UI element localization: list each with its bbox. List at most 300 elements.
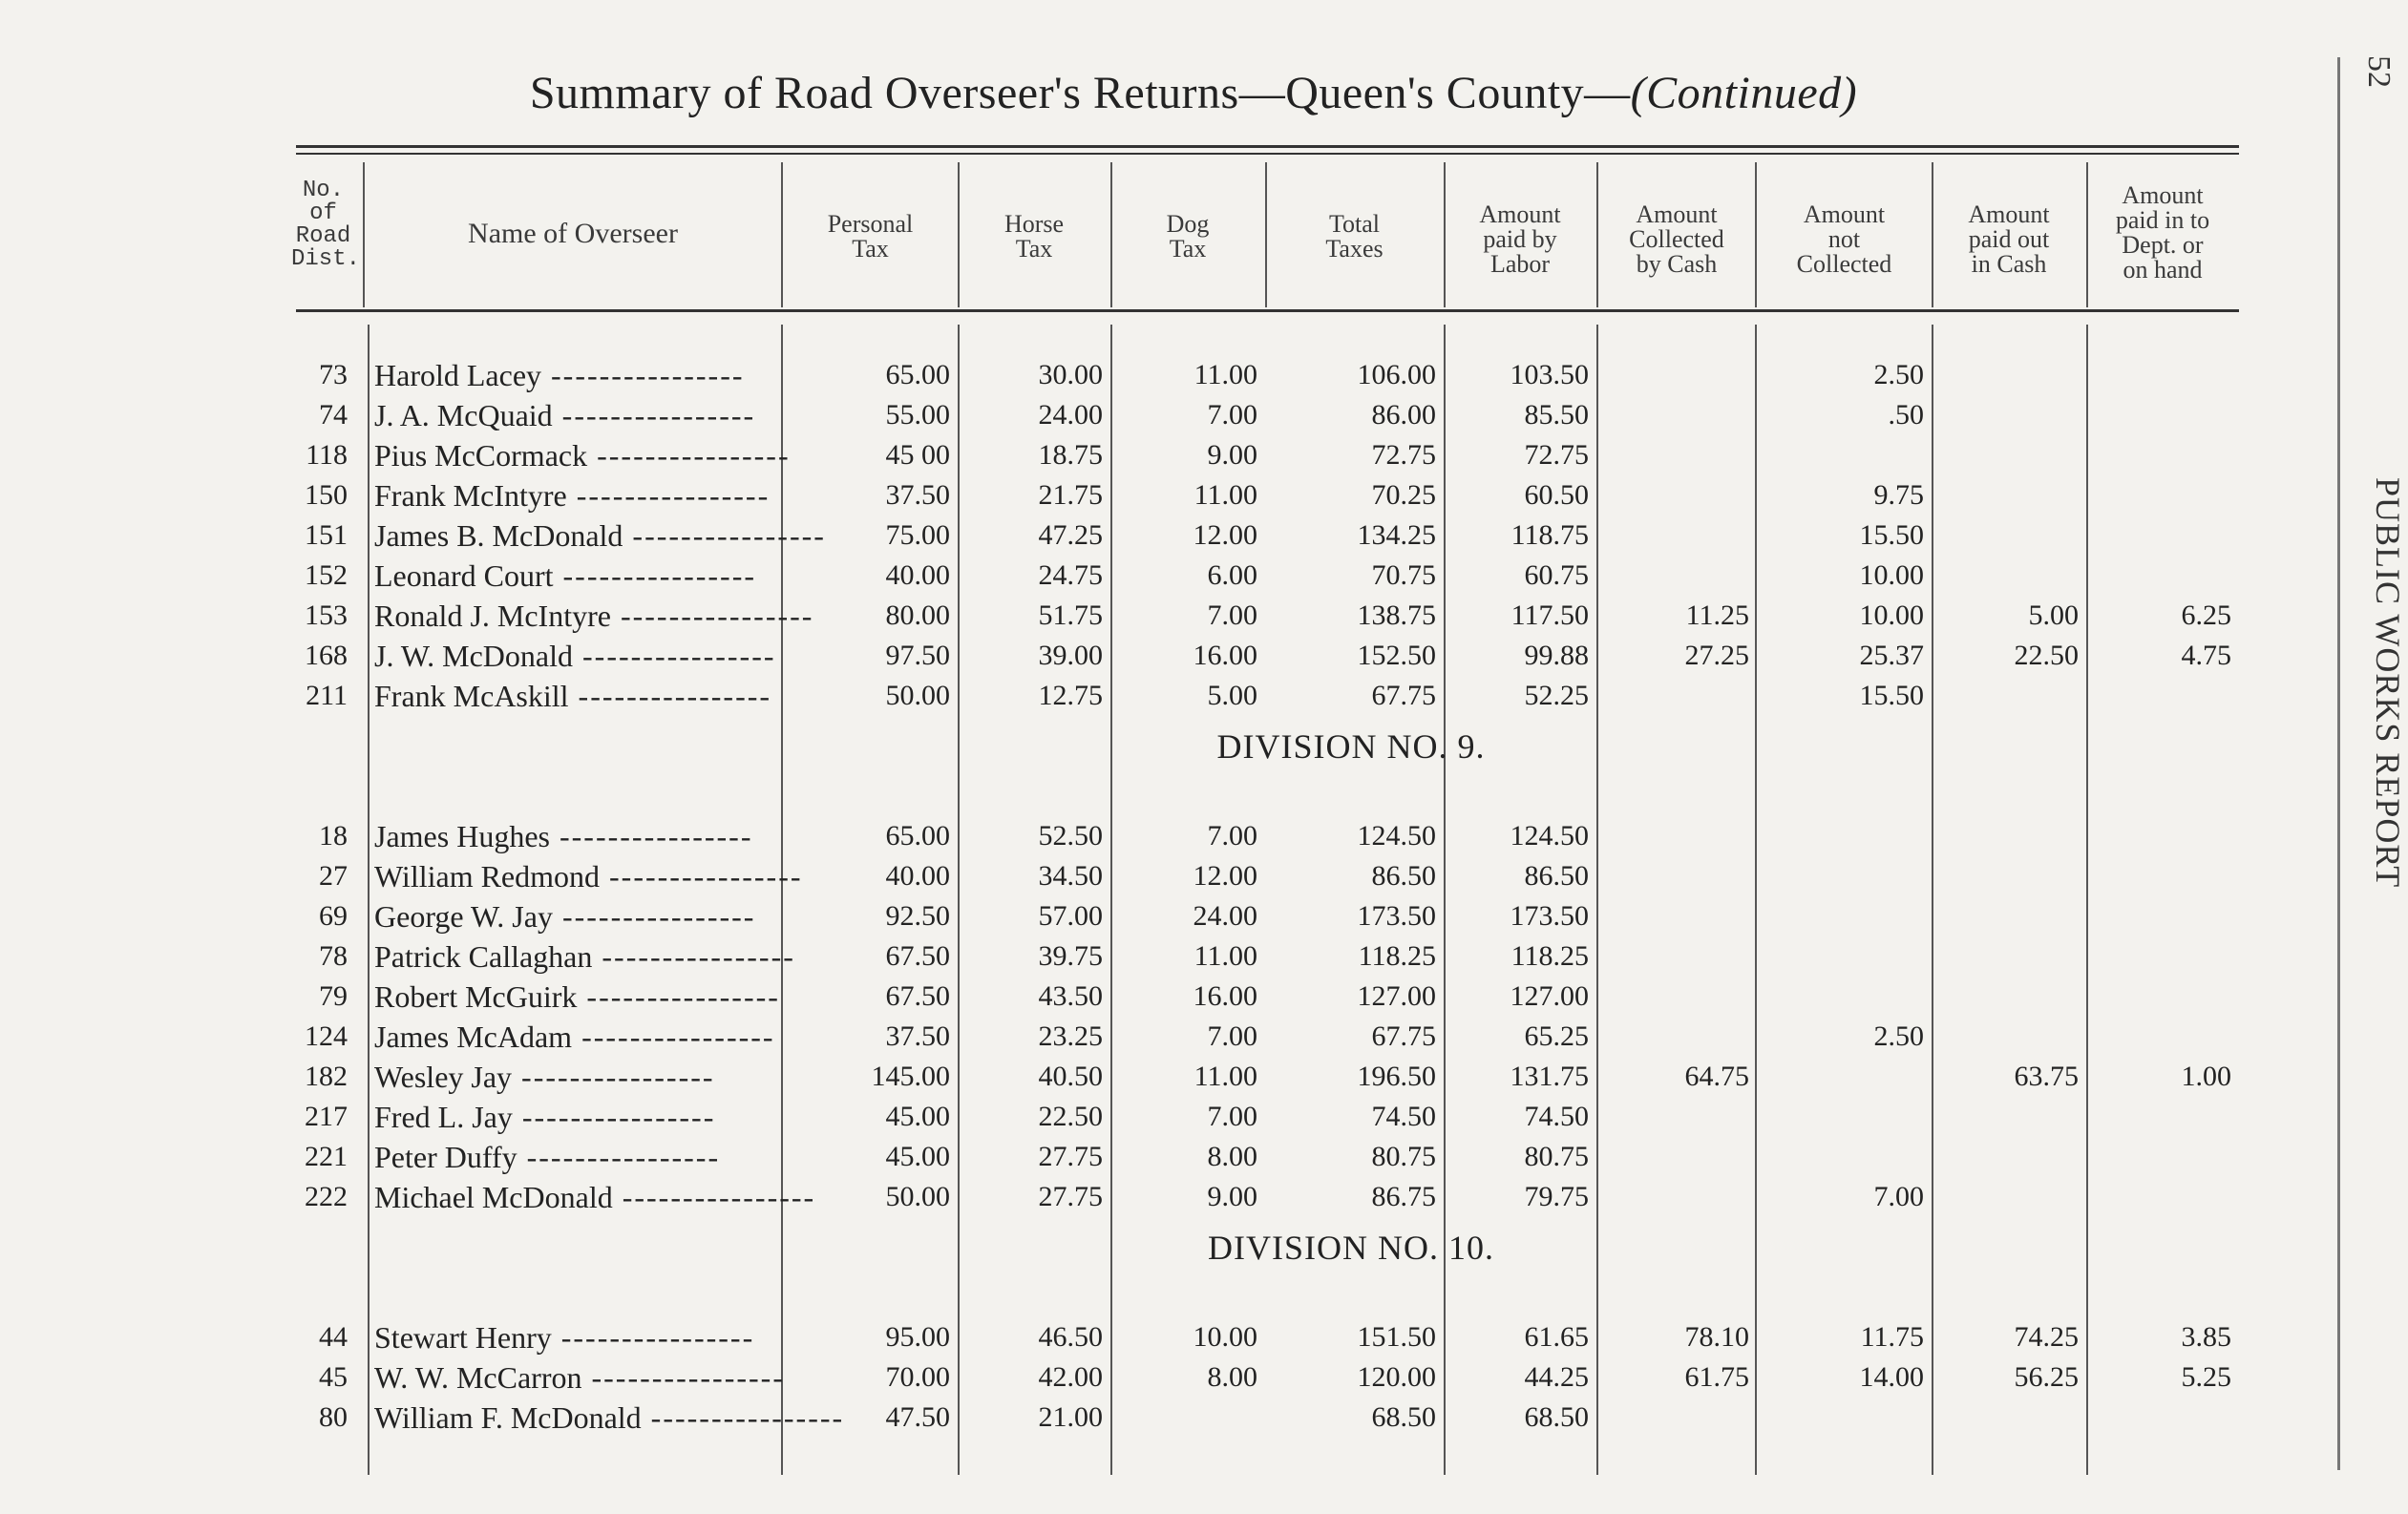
header-dept-line: on hand bbox=[2123, 256, 2203, 284]
cell-total: 196.50 bbox=[1357, 1061, 1436, 1092]
cell-dist: 80 bbox=[319, 1401, 348, 1433]
overseer-name: Frank McAskill bbox=[374, 679, 569, 713]
cell-paidout bbox=[1932, 937, 2079, 976]
cell-personal: 55.00 bbox=[885, 399, 950, 431]
cell-notcoll bbox=[1757, 1058, 1924, 1096]
overseer-name: Fred L. Jay bbox=[374, 1100, 513, 1134]
cell-dept bbox=[2086, 937, 2231, 976]
cell-name bbox=[374, 1018, 775, 1056]
cell-total: 106.00 bbox=[1357, 359, 1436, 390]
dot-leader: ---------------- bbox=[572, 1020, 775, 1054]
cell-labor: 60.50 bbox=[1524, 479, 1589, 511]
cell-dist: 73 bbox=[319, 359, 348, 390]
cell-name bbox=[374, 857, 803, 895]
overseer-name: Patrick Callaghan bbox=[374, 939, 593, 974]
cell-notcoll: 25.37 bbox=[1859, 640, 1924, 671]
cell-dog: 8.00 bbox=[1207, 1141, 1257, 1172]
header-divider bbox=[1932, 162, 1933, 307]
cell-dept bbox=[2086, 978, 2231, 1016]
cell-dog: 24.00 bbox=[1193, 900, 1257, 932]
page-title bbox=[286, 67, 2101, 119]
cell-notcoll: 15.50 bbox=[1859, 519, 1924, 551]
cell-paidout: 56.25 bbox=[2014, 1361, 2079, 1393]
cell-dept bbox=[2086, 1398, 2231, 1437]
cell-personal: 40.00 bbox=[885, 860, 950, 892]
cell-labor: 124.50 bbox=[1510, 820, 1589, 852]
cell-cash bbox=[1596, 356, 1749, 394]
dot-leader: ---------------- bbox=[592, 939, 795, 974]
cell-total: 134.25 bbox=[1357, 519, 1436, 551]
cell-labor: 173.50 bbox=[1510, 900, 1589, 932]
cell-dog: 7.00 bbox=[1207, 820, 1257, 852]
cell-paidout bbox=[1932, 1138, 2079, 1176]
dot-leader: ---------------- bbox=[552, 899, 756, 934]
cell-name bbox=[374, 1178, 816, 1216]
header-divider bbox=[363, 162, 365, 307]
cell-cash bbox=[1596, 1178, 1749, 1216]
cell-cash: 64.75 bbox=[1684, 1061, 1749, 1092]
cell-dist: 151 bbox=[305, 519, 348, 551]
dot-leader: ---------------- bbox=[541, 358, 745, 392]
cell-cash: 61.75 bbox=[1684, 1361, 1749, 1393]
cell-paidout bbox=[1932, 476, 2079, 515]
dot-leader: ---------------- bbox=[517, 1140, 721, 1174]
cell-dog: 12.00 bbox=[1193, 519, 1257, 551]
cell-dog: 12.00 bbox=[1193, 860, 1257, 892]
cell-dog: 11.00 bbox=[1193, 940, 1257, 972]
page-number: 52 bbox=[2361, 55, 2397, 88]
cell-dept: 1.00 bbox=[2181, 1061, 2231, 1092]
cell-cash: 27.25 bbox=[1684, 640, 1749, 671]
header-cash-line: Amount bbox=[1636, 200, 1718, 228]
cell-dog: 11.00 bbox=[1193, 359, 1257, 390]
cell-total: 70.25 bbox=[1371, 479, 1436, 511]
cell-dept bbox=[2086, 396, 2231, 434]
cell-labor: 103.50 bbox=[1510, 359, 1589, 390]
header-dist-line: Road bbox=[295, 223, 351, 249]
cell-notcoll: 2.50 bbox=[1873, 1020, 1924, 1052]
cell-labor: 80.75 bbox=[1524, 1141, 1589, 1172]
cell-cash bbox=[1596, 516, 1749, 555]
cell-cash bbox=[1596, 978, 1749, 1016]
header-paidout-line: Amount bbox=[1968, 200, 2050, 228]
cell-paidout bbox=[1932, 857, 2079, 895]
top-rule bbox=[296, 145, 2239, 148]
header-paidout bbox=[1932, 202, 2086, 277]
cell-personal: 65.00 bbox=[885, 820, 950, 852]
cell-dist: 18 bbox=[319, 820, 348, 852]
cell-dist: 150 bbox=[305, 479, 348, 511]
cell-labor: 131.75 bbox=[1510, 1061, 1589, 1092]
cell-paidout bbox=[1932, 1098, 2079, 1136]
cell-name bbox=[374, 937, 795, 976]
cell-paidout bbox=[1932, 436, 2079, 474]
cell-paidout bbox=[1932, 817, 2079, 855]
cell-dog: 7.00 bbox=[1207, 1020, 1257, 1052]
cell-cash bbox=[1596, 677, 1749, 715]
cell-notcoll: 9.75 bbox=[1873, 479, 1924, 511]
cell-total: 80.75 bbox=[1371, 1141, 1436, 1172]
cell-horse: 24.00 bbox=[1038, 399, 1103, 431]
header-divider bbox=[2086, 162, 2088, 307]
cell-personal: 37.50 bbox=[885, 1020, 950, 1052]
cell-dept bbox=[2086, 1098, 2231, 1136]
cell-personal: 45.00 bbox=[885, 1101, 950, 1132]
dot-leader: ---------------- bbox=[552, 398, 756, 432]
cell-notcoll bbox=[1757, 857, 1924, 895]
overseer-name: J. A. McQuaid bbox=[374, 398, 553, 432]
cell-total: 173.50 bbox=[1357, 900, 1436, 932]
cell-dist: 27 bbox=[319, 860, 348, 892]
cell-dept bbox=[2086, 557, 2231, 595]
cell-dog: 16.00 bbox=[1193, 640, 1257, 671]
cell-personal: 65.00 bbox=[885, 359, 950, 390]
cell-total: 86.75 bbox=[1371, 1181, 1436, 1212]
cell-paidout bbox=[1932, 897, 2079, 936]
dot-leader: ---------------- bbox=[549, 819, 753, 853]
cell-cash bbox=[1596, 396, 1749, 434]
cell-dist: 74 bbox=[319, 399, 348, 431]
cell-dist: 222 bbox=[305, 1181, 348, 1212]
header-cash-line: by Cash bbox=[1636, 250, 1718, 278]
cell-dist: 217 bbox=[305, 1101, 348, 1132]
cell-horse: 39.75 bbox=[1038, 940, 1103, 972]
cell-personal: 45.00 bbox=[885, 1141, 950, 1172]
cell-total: 74.50 bbox=[1371, 1101, 1436, 1132]
cell-dog: 7.00 bbox=[1207, 599, 1257, 631]
running-head: PUBLIC WORKS REPORT bbox=[2369, 477, 2407, 889]
cell-labor: 74.50 bbox=[1524, 1101, 1589, 1132]
cell-cash bbox=[1596, 857, 1749, 895]
dot-leader: ---------------- bbox=[612, 1180, 816, 1214]
cell-notcoll: 10.00 bbox=[1859, 559, 1924, 591]
cell-dist: 124 bbox=[305, 1020, 348, 1052]
title-continued: (Continued) bbox=[1630, 68, 1858, 118]
header-paidout-line: in Cash bbox=[1971, 250, 2047, 278]
cell-personal: 92.50 bbox=[885, 900, 950, 932]
dot-leader: ---------------- bbox=[587, 438, 791, 473]
cell-name bbox=[374, 1098, 771, 1136]
cell-horse: 43.50 bbox=[1038, 980, 1103, 1012]
cell-notcoll bbox=[1757, 978, 1924, 1016]
overseer-name: William Redmond bbox=[374, 859, 601, 894]
overseer-name: Leonard Court bbox=[374, 558, 554, 593]
cell-cash bbox=[1596, 817, 1749, 855]
cell-name bbox=[374, 1398, 845, 1437]
overseer-name: Stewart Henry bbox=[374, 1320, 552, 1355]
cell-notcoll bbox=[1757, 937, 1924, 976]
cell-dist: 152 bbox=[305, 559, 348, 591]
cell-personal: 37.50 bbox=[885, 479, 950, 511]
cell-personal: 45 00 bbox=[885, 439, 950, 471]
header-labor-line: Amount bbox=[1479, 200, 1561, 228]
cell-dist: 118 bbox=[306, 439, 348, 471]
cell-cash bbox=[1596, 1398, 1749, 1437]
cell-personal: 75.00 bbox=[885, 519, 950, 551]
header-dept-line: Amount bbox=[2122, 181, 2204, 209]
cell-total: 151.50 bbox=[1357, 1321, 1436, 1353]
header-notcoll-line: not bbox=[1827, 225, 1861, 253]
header-divider bbox=[1265, 162, 1267, 307]
cell-dept: 6.25 bbox=[2181, 599, 2231, 631]
header-divider bbox=[1755, 162, 1757, 307]
header-bottom-rule bbox=[296, 309, 2239, 312]
cell-horse: 22.50 bbox=[1038, 1101, 1103, 1132]
cell-dept bbox=[2086, 817, 2231, 855]
cell-dog: 8.00 bbox=[1207, 1361, 1257, 1393]
dot-leader: ---------------- bbox=[568, 679, 772, 713]
overseer-name: Wesley Jay bbox=[374, 1060, 513, 1094]
cell-labor: 118.75 bbox=[1510, 519, 1589, 551]
cell-name bbox=[374, 1058, 771, 1096]
header-cash bbox=[1596, 202, 1757, 277]
cell-name bbox=[374, 817, 771, 855]
cell-dept bbox=[2086, 476, 2231, 515]
header-name bbox=[374, 218, 771, 249]
cell-dept bbox=[2086, 677, 2231, 715]
cell-personal: 50.00 bbox=[885, 680, 950, 711]
cell-dog: 11.00 bbox=[1193, 479, 1257, 511]
cell-dist: 44 bbox=[319, 1321, 348, 1353]
overseer-name: Michael McDonald bbox=[374, 1180, 613, 1214]
cell-name bbox=[374, 356, 771, 394]
cell-personal: 145.00 bbox=[871, 1061, 950, 1092]
header-cash-line: Collected bbox=[1629, 225, 1724, 253]
cell-dist: 168 bbox=[305, 640, 348, 671]
cell-paidout bbox=[1932, 1018, 2079, 1056]
header-notcoll-line: Amount bbox=[1803, 200, 1886, 228]
cell-paidout bbox=[1932, 557, 2079, 595]
cell-total: 72.75 bbox=[1371, 439, 1436, 471]
cell-cash: 11.25 bbox=[1685, 599, 1749, 631]
cell-labor: 99.88 bbox=[1524, 640, 1589, 671]
header-dog bbox=[1110, 212, 1265, 262]
cell-notcoll bbox=[1757, 1138, 1924, 1176]
cell-cash bbox=[1596, 897, 1749, 936]
dot-leader: ---------------- bbox=[512, 1100, 716, 1134]
header-notcoll bbox=[1757, 202, 1932, 277]
cell-name bbox=[374, 516, 826, 555]
cell-paidout bbox=[1932, 1178, 2079, 1216]
overseer-name: Robert McGuirk bbox=[374, 979, 578, 1014]
title-main: Summary of Road Overseer's Returns—Queen's County— bbox=[529, 68, 1631, 118]
cell-total: 118.25 bbox=[1358, 940, 1436, 972]
cell-total: 120.00 bbox=[1357, 1361, 1436, 1393]
cell-notcoll: 11.75 bbox=[1860, 1321, 1924, 1353]
cell-labor: 44.25 bbox=[1524, 1361, 1589, 1393]
header-divider bbox=[1444, 162, 1446, 307]
dot-leader: ---------------- bbox=[641, 1400, 845, 1435]
cell-name bbox=[374, 637, 776, 675]
cell-labor: 61.65 bbox=[1524, 1321, 1589, 1353]
overseer-name: George W. Jay bbox=[374, 899, 553, 934]
cell-notcoll: 7.00 bbox=[1873, 1181, 1924, 1212]
header-horse bbox=[958, 212, 1110, 262]
cell-paidout: 22.50 bbox=[2014, 640, 2079, 671]
dot-leader: ---------------- bbox=[610, 599, 814, 633]
header-dist-line: Dist. bbox=[291, 246, 361, 272]
cell-dist: 182 bbox=[305, 1061, 348, 1092]
cell-horse: 34.50 bbox=[1038, 860, 1103, 892]
cell-personal: 40.00 bbox=[885, 559, 950, 591]
header-dept-line: Dept. or bbox=[2122, 231, 2204, 259]
cell-total: 127.00 bbox=[1357, 980, 1436, 1012]
cell-labor: 79.75 bbox=[1524, 1181, 1589, 1212]
cell-horse: 47.25 bbox=[1038, 519, 1103, 551]
cell-dist: 211 bbox=[306, 680, 348, 711]
cell-horse: 40.50 bbox=[1038, 1061, 1103, 1092]
cell-paidout bbox=[1932, 677, 2079, 715]
cell-horse: 18.75 bbox=[1038, 439, 1103, 471]
cell-total: 67.75 bbox=[1371, 680, 1436, 711]
page-edge-line bbox=[2337, 57, 2340, 1470]
cell-dept bbox=[2086, 1138, 2231, 1176]
cell-total: 86.50 bbox=[1371, 860, 1436, 892]
cell-name bbox=[374, 677, 771, 715]
cell-paidout bbox=[1932, 978, 2079, 1016]
cell-dog: 16.00 bbox=[1193, 980, 1257, 1012]
header-total bbox=[1265, 212, 1444, 262]
cell-name bbox=[374, 1318, 771, 1356]
header-labor bbox=[1444, 202, 1596, 277]
cell-paidout bbox=[1932, 1398, 2079, 1437]
cell-personal: 80.00 bbox=[885, 599, 950, 631]
overseer-name: Peter Duffy bbox=[374, 1140, 518, 1174]
cell-paidout: 5.00 bbox=[2028, 599, 2079, 631]
cell-total: 124.50 bbox=[1357, 820, 1436, 852]
overseer-name: James B. McDonald bbox=[374, 518, 623, 553]
header-divider bbox=[1596, 162, 1598, 307]
cell-dog: 7.00 bbox=[1207, 399, 1257, 431]
cell-name bbox=[374, 1358, 785, 1397]
cell-cash bbox=[1596, 476, 1749, 515]
header-total-line: Total bbox=[1328, 210, 1381, 238]
cell-dist: 69 bbox=[319, 900, 348, 932]
cell-paidout: 63.75 bbox=[2014, 1061, 2079, 1092]
header-dog-line: Tax bbox=[1169, 235, 1207, 263]
cell-labor: 72.75 bbox=[1524, 439, 1589, 471]
cell-dist: 153 bbox=[305, 599, 348, 631]
header-divider bbox=[958, 162, 960, 307]
cell-personal: 97.50 bbox=[885, 640, 950, 671]
overseer-name: W. W. McCarron bbox=[374, 1360, 582, 1395]
cell-horse: 24.75 bbox=[1038, 559, 1103, 591]
column-divider-dist bbox=[368, 325, 370, 1475]
cell-total: 70.75 bbox=[1371, 559, 1436, 591]
cell-horse: 52.50 bbox=[1038, 820, 1103, 852]
cell-horse: 42.00 bbox=[1038, 1361, 1103, 1393]
cell-horse: 51.75 bbox=[1038, 599, 1103, 631]
cell-dog: 7.00 bbox=[1207, 1101, 1257, 1132]
cell-total: 86.00 bbox=[1371, 399, 1436, 431]
cell-dept bbox=[2086, 857, 2231, 895]
cell-notcoll bbox=[1757, 897, 1924, 936]
cell-notcoll: 10.00 bbox=[1859, 599, 1924, 631]
header-personal-line: Tax bbox=[852, 235, 889, 263]
header-notcoll-line: Collected bbox=[1796, 250, 1892, 278]
header-horse-line: Horse bbox=[1003, 210, 1065, 238]
header-dept bbox=[2086, 183, 2239, 283]
header-divider bbox=[1110, 162, 1112, 307]
cell-labor: 86.50 bbox=[1524, 860, 1589, 892]
dot-leader: ---------------- bbox=[577, 979, 780, 1014]
cell-name bbox=[374, 597, 814, 635]
cell-labor: 117.50 bbox=[1510, 599, 1589, 631]
header-personal-line: Personal bbox=[827, 210, 914, 238]
overseer-name: Frank McIntyre bbox=[374, 478, 567, 513]
cell-notcoll: 2.50 bbox=[1873, 359, 1924, 390]
cell-paidout bbox=[1932, 396, 2079, 434]
dot-leader: ---------------- bbox=[600, 859, 803, 894]
cell-total: 138.75 bbox=[1357, 599, 1436, 631]
overseer-name: James McAdam bbox=[374, 1020, 573, 1054]
cell-cash: 78.10 bbox=[1684, 1321, 1749, 1353]
header-paidout-line: paid out bbox=[1968, 225, 2050, 253]
cell-paidout bbox=[1932, 356, 2079, 394]
dot-leader: ---------------- bbox=[551, 1320, 755, 1355]
header-total-line: Taxes bbox=[1325, 235, 1384, 263]
cell-name bbox=[374, 436, 791, 474]
cell-notcoll: 15.50 bbox=[1859, 680, 1924, 711]
header-dist-line: No. of bbox=[302, 178, 345, 226]
cell-notcoll bbox=[1757, 436, 1924, 474]
cell-total: 68.50 bbox=[1371, 1401, 1436, 1433]
overseer-name: Ronald J. McIntyre bbox=[374, 599, 611, 633]
cell-dog: 9.00 bbox=[1207, 1181, 1257, 1212]
cell-horse: 21.00 bbox=[1038, 1401, 1103, 1433]
header-personal bbox=[783, 212, 958, 262]
division-heading: DIVISION NO. 9. bbox=[1216, 727, 1486, 766]
header-labor-line: paid by bbox=[1483, 225, 1557, 253]
cell-horse: 23.25 bbox=[1038, 1020, 1103, 1052]
overseer-name: James Hughes bbox=[374, 819, 550, 853]
cell-dept: 3.85 bbox=[2181, 1321, 2231, 1353]
cell-dist: 221 bbox=[305, 1141, 348, 1172]
cell-dept bbox=[2086, 1178, 2231, 1216]
header-horse-line: Tax bbox=[1015, 235, 1053, 263]
cell-dog: 6.00 bbox=[1207, 559, 1257, 591]
cell-dept: 4.75 bbox=[2181, 640, 2231, 671]
division-heading: DIVISION NO. 10. bbox=[1208, 1229, 1494, 1267]
cell-cash bbox=[1596, 937, 1749, 976]
overseer-name: Harold Lacey bbox=[374, 358, 542, 392]
cell-paidout: 74.25 bbox=[2014, 1321, 2079, 1353]
cell-cash bbox=[1596, 436, 1749, 474]
cell-notcoll bbox=[1757, 817, 1924, 855]
cell-notcoll bbox=[1757, 1398, 1924, 1437]
cell-notcoll bbox=[1757, 1098, 1924, 1136]
header-divider bbox=[781, 162, 783, 307]
cell-labor: 85.50 bbox=[1524, 399, 1589, 431]
cell-cash bbox=[1596, 557, 1749, 595]
cell-dept: 5.25 bbox=[2181, 1361, 2231, 1393]
header-name-line: Name of Overseer bbox=[468, 218, 678, 249]
cell-paidout bbox=[1932, 516, 2079, 555]
overseer-name: J. W. McDonald bbox=[374, 639, 573, 673]
cell-dept bbox=[2086, 1018, 2231, 1056]
cell-dog bbox=[1110, 1398, 1257, 1437]
header-dog-line: Dog bbox=[1166, 210, 1210, 238]
cell-horse: 39.00 bbox=[1038, 640, 1103, 671]
cell-horse: 21.75 bbox=[1038, 479, 1103, 511]
top-rule-2 bbox=[296, 153, 2239, 155]
cell-dog: 10.00 bbox=[1193, 1321, 1257, 1353]
cell-horse: 57.00 bbox=[1038, 900, 1103, 932]
cell-horse: 27.75 bbox=[1038, 1141, 1103, 1172]
cell-dist: 79 bbox=[319, 980, 348, 1012]
cell-labor: 118.25 bbox=[1510, 940, 1589, 972]
cell-name bbox=[374, 1138, 771, 1176]
